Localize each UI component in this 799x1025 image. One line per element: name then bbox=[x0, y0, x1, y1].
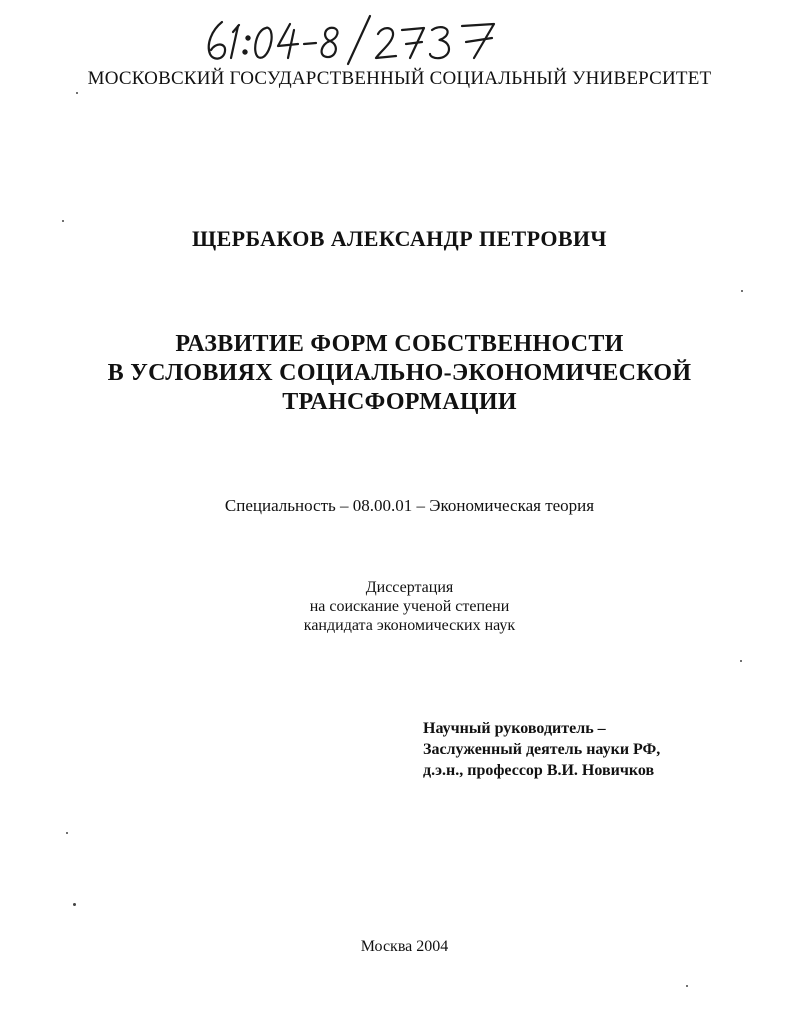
degree-line-2: на соискание ученой степени bbox=[309, 598, 510, 615]
scan-speck bbox=[62, 220, 64, 222]
scientific-supervisor bbox=[423, 718, 660, 781]
scan-speck bbox=[76, 92, 78, 94]
handwritten-catalog-number-drawing bbox=[200, 8, 530, 68]
scan-speck bbox=[741, 290, 743, 292]
handwritten-catalog-number bbox=[200, 8, 530, 68]
scan-speck bbox=[73, 903, 76, 906]
dissertation-title bbox=[0, 330, 799, 417]
title-line-1: РАЗВИТИЕ ФОРМ СОБСТВЕННОСТИ bbox=[175, 331, 624, 357]
author-name: ЩЕРБАКОВ АЛЕКСАНДР ПЕТРОВИЧ bbox=[192, 226, 607, 251]
supervisor-line-1: Научный руководитель – bbox=[423, 720, 606, 737]
specialty: Специальность – 08.00.01 – Экономическая теория bbox=[224, 496, 595, 515]
supervisor-line-2: Заслуженный деятель науки РФ, bbox=[423, 741, 661, 758]
degree-line-1: Диссертация bbox=[365, 579, 454, 596]
university-name: МОСКОВСКИЙ ГОСУДАРСТВЕННЫЙ СОЦИАЛЬНЫЙ УНИВЕРСИТЕТ bbox=[87, 68, 712, 89]
scan-speck bbox=[686, 985, 688, 987]
supervisor-line-3: д.э.н., профессор В.И. Новичков bbox=[423, 762, 655, 779]
title-line-2: В УСЛОВИЯХ СОЦИАЛЬНО-ЭКОНОМИЧЕСКОЙ bbox=[107, 360, 692, 386]
degree-line-3: кандидата экономических наук bbox=[303, 617, 516, 634]
scan-speck bbox=[740, 660, 742, 662]
city-and-year: Москва 2004 bbox=[360, 938, 449, 955]
scan-speck bbox=[66, 832, 68, 834]
degree-statement bbox=[10, 578, 799, 635]
title-line-3: ТРАНСФОРМАЦИИ bbox=[282, 389, 517, 415]
